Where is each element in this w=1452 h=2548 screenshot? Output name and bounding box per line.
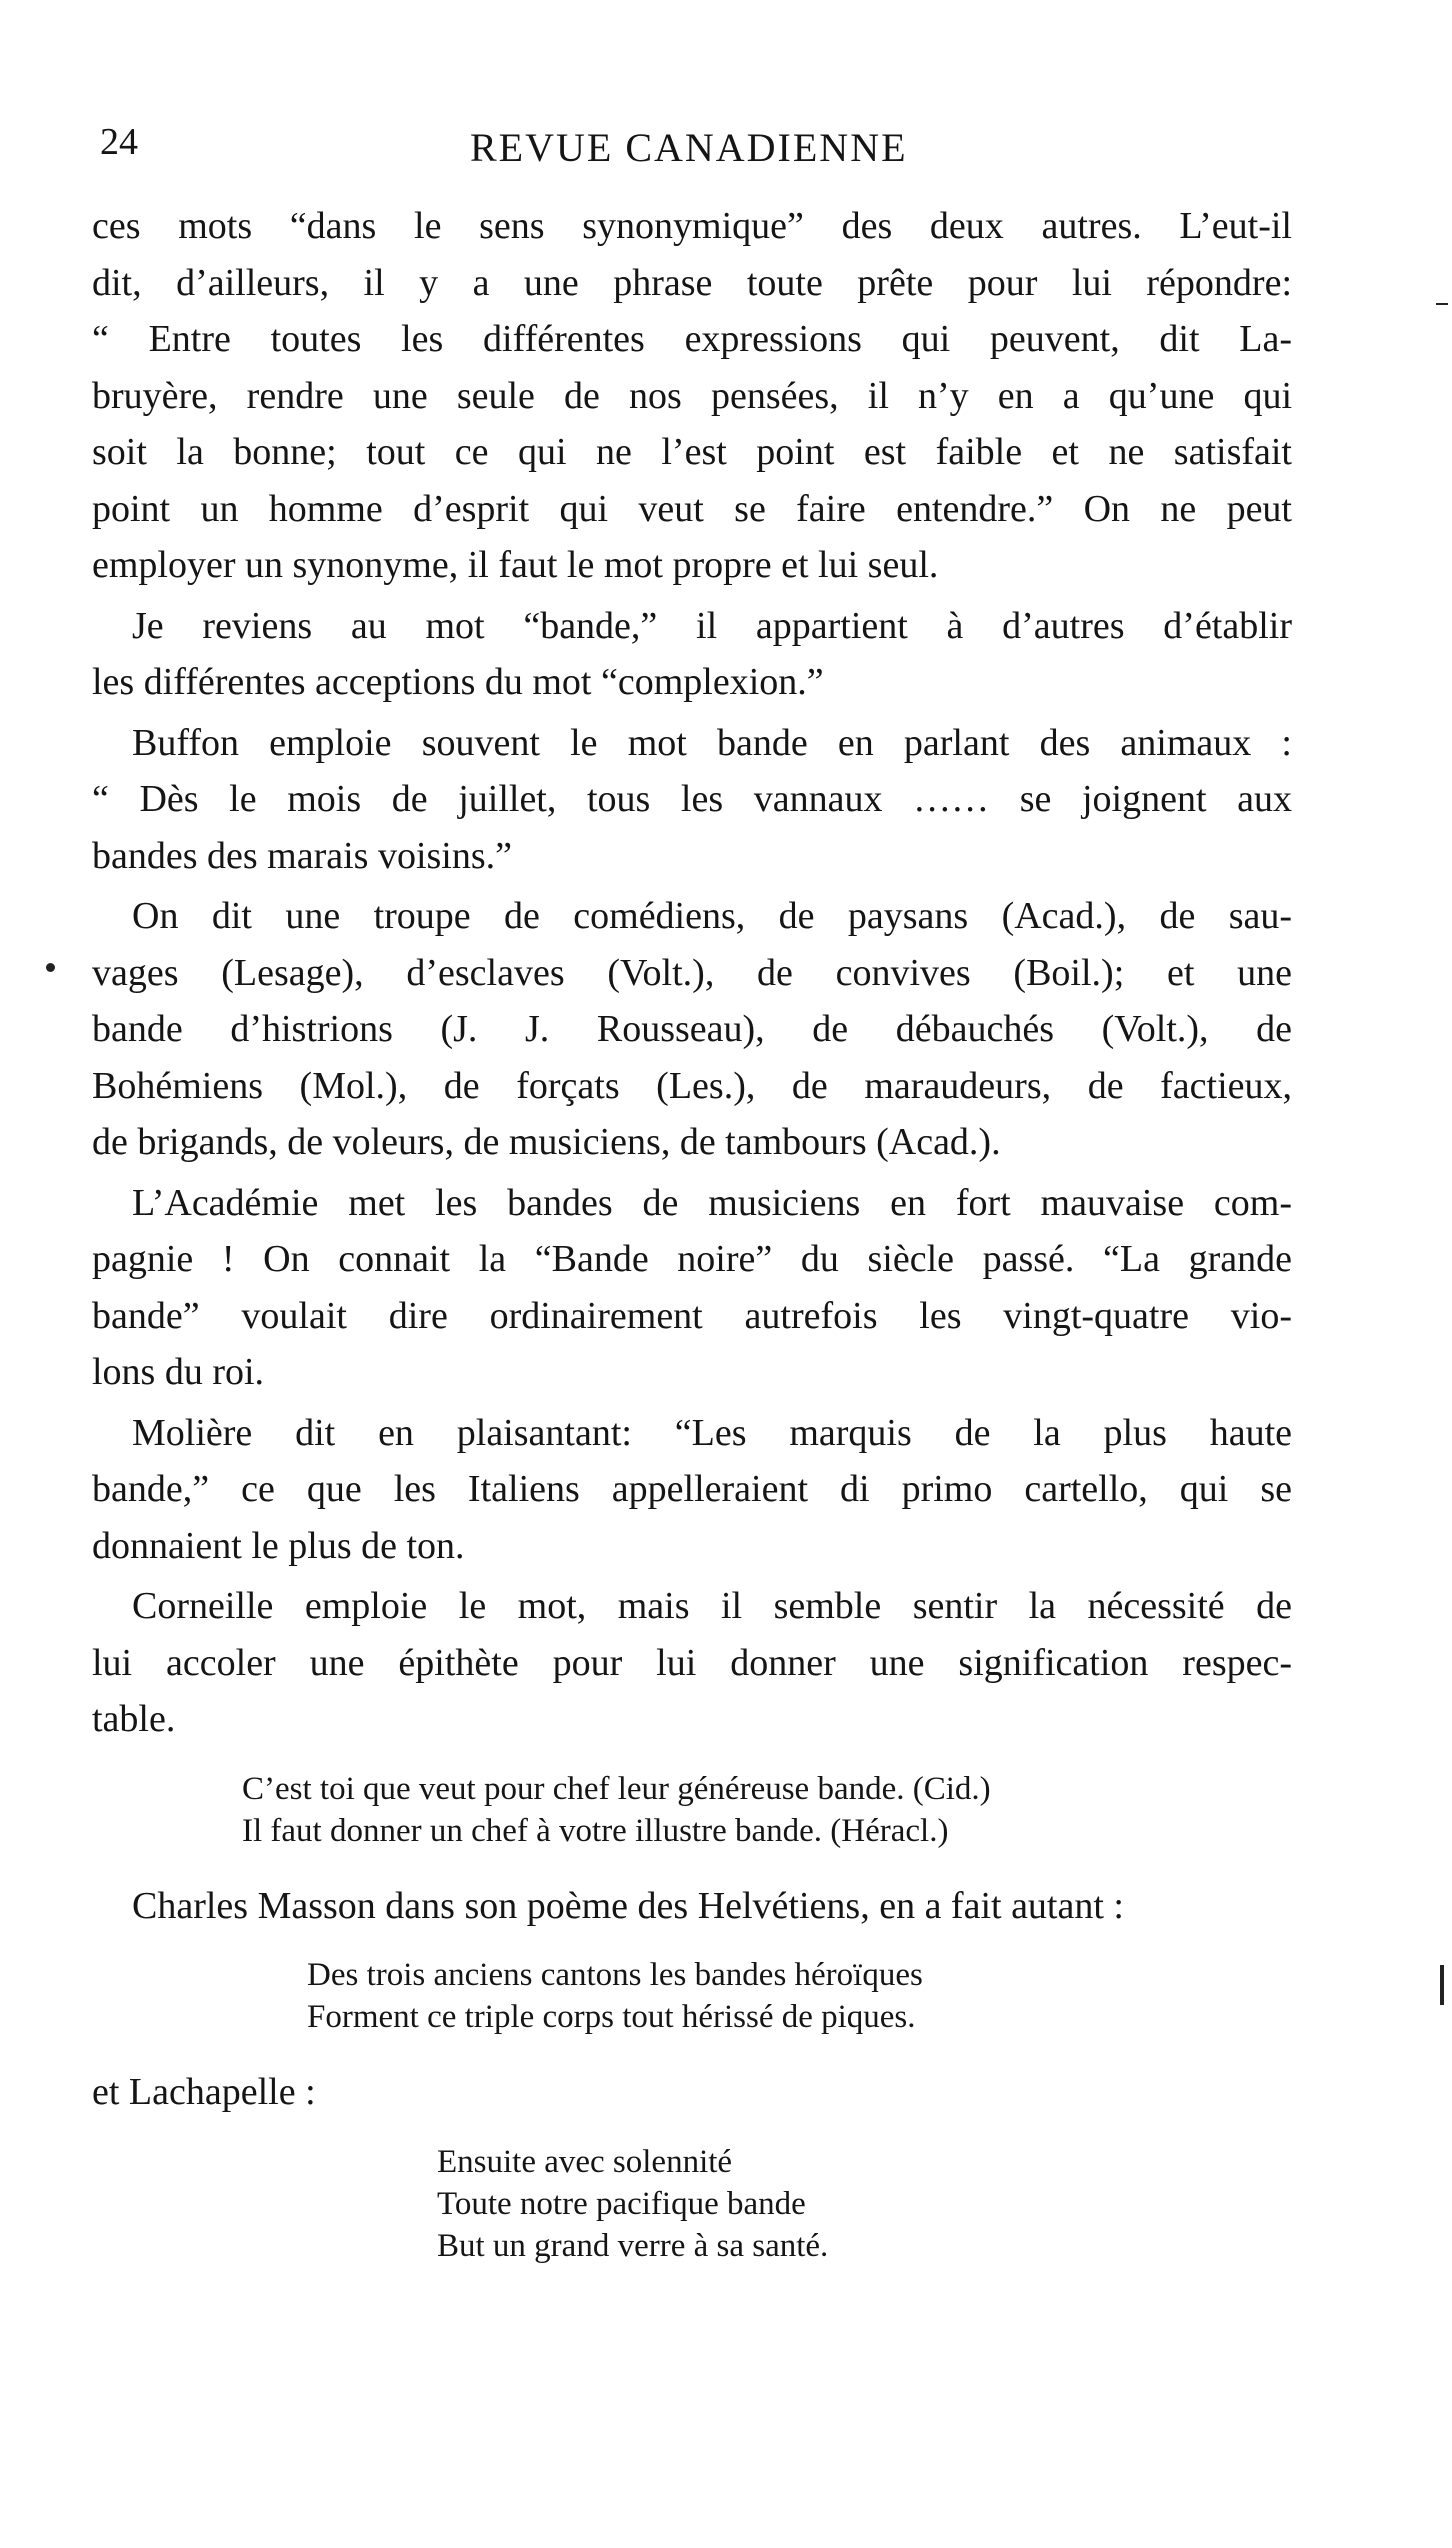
text-line: table. — [92, 1698, 176, 1740]
verse-line: Ensuite avec solennité — [437, 2143, 733, 2180]
text-line: “ Entre toutes les différentes expressions qui peuvent, dit La- — [92, 318, 1292, 360]
text-line: bande” voulait dire ordinairement autrefois les vingt-quatre vio- — [92, 1294, 1292, 1337]
text-line: point un homme d’esprit qui veut se faire entendre.” On ne peut — [92, 487, 1292, 530]
text-line: employer un synonyme, il faut le mot propre et lui seul. — [92, 544, 939, 586]
text-line: Molière dit en plaisantant: “Les marquis de la plus haute — [132, 1411, 1292, 1454]
text-line: les différentes acceptions du mot “complexion.” — [92, 661, 824, 703]
paragraph-buffon — [92, 715, 1292, 885]
text-line: On dit une troupe de comédiens, de paysans (Acad.), de sau- — [132, 895, 1292, 937]
verse-masson — [92, 1954, 1292, 2038]
text-line: Corneille emploie le mot, mais il semble sentir la nécessité de — [132, 1585, 1292, 1627]
text-line: bande d’histrions (J. J. Rousseau), de débauchés (Volt.), de — [92, 1008, 1292, 1050]
paragraph-moliere — [92, 1405, 1292, 1575]
paragraph-synonyme — [92, 198, 1292, 594]
verse-line: Forment ce triple corps tout hérissé de piques. — [307, 1999, 916, 2035]
text-line: lons du roi. — [92, 1351, 265, 1393]
text-line: dit, d’ailleurs, il y a une phrase toute prête pour lui répondre: — [92, 261, 1292, 304]
text-line: “ Dès le mois de juillet, tous les vannaux …… se joignent aux — [92, 778, 1292, 820]
paragraph-corneille — [92, 1578, 1292, 1748]
text-line: Bohémiens (Mol.), de forçats (Les.), de maraudeurs, de factieux, — [92, 1064, 1292, 1107]
text-line: bandes des marais voisins.” — [92, 834, 513, 877]
verse-line: Des trois anciens cantons les bandes héroïques — [307, 1957, 923, 1993]
text-line: soit la bonne; tout ce qui ne l’est point est faible et ne satisfait — [92, 431, 1292, 473]
paragraph-bande — [92, 598, 1292, 711]
text-line: ces mots “dans le sens synonymique” des deux autres. L’eut-il — [92, 205, 1292, 247]
verse-line: Toute notre pacifique bande — [437, 2185, 806, 2222]
paragraph-troupe — [92, 888, 1292, 1171]
text-line: Buffon emploie souvent le mot bande en parlant des animaux : — [132, 721, 1292, 764]
text-line: de brigands, de voleurs, de musiciens, de tambours (Acad.). — [92, 1121, 1001, 1163]
text-line: vages (Lesage), d’esclaves (Volt.), de convives (Boil.); et une — [92, 951, 1292, 994]
text-line: lui accoler une épithète pour lui donner une signification respec- — [92, 1641, 1292, 1684]
page-number: 24 — [100, 121, 138, 163]
scan-dot — [46, 963, 55, 972]
text-line: donnaient le plus de ton. — [92, 1524, 465, 1567]
verse-line: Il faut donner un chef à votre illustre bande. (Héracl.) — [242, 1812, 949, 1849]
text-line: pagnie ! On connait la “Bande noire” du siècle passé. “La grande — [92, 1238, 1292, 1280]
text-line: Je reviens au mot “bande,” il appartient à d’autres d’établir — [132, 604, 1292, 647]
text-line: L’Académie met les bandes de musiciens en fort mauvaise com- — [132, 1181, 1292, 1224]
paragraph-masson — [92, 1878, 1292, 1935]
scan-tick — [1440, 1965, 1444, 2005]
scan-tick — [1436, 303, 1448, 305]
text-line: et Lachapelle : — [92, 2071, 316, 2113]
page-body — [92, 198, 1292, 2293]
running-title: REVUE CANADIENNE — [470, 125, 908, 170]
verse-line: C’est toi que veut pour chef leur généreuse bande. (Cid.) — [242, 1770, 991, 1807]
paragraph-lachapelle — [92, 2064, 1292, 2121]
text-line: bande,” ce que les Italiens appelleraient di primo cartello, qui se — [92, 1468, 1292, 1510]
page-header — [100, 120, 1300, 180]
verse-corneille — [92, 1768, 1292, 1852]
text-line: Charles Masson dans son poème des Helvétiens, en a fait autant : — [132, 1884, 1124, 1927]
verse-line: But un grand verre à sa santé. — [437, 2227, 829, 2264]
text-line: bruyère, rendre une seule de nos pensées, il n’y en a qu’une qui — [92, 374, 1292, 417]
verse-lachapelle — [92, 2141, 1292, 2267]
paragraph-academie — [92, 1175, 1292, 1401]
